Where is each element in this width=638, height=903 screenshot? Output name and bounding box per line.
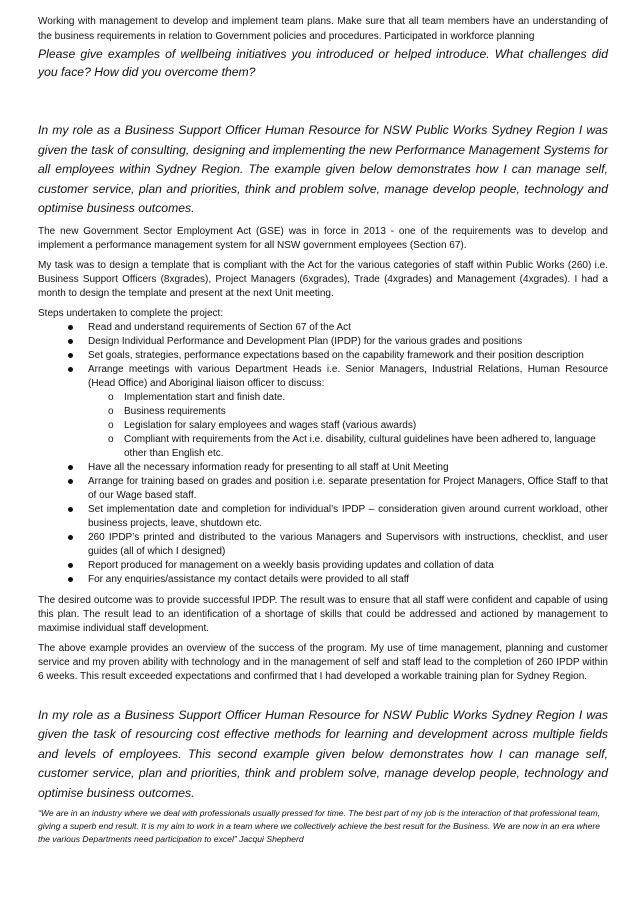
intro-paragraph: Working with management to develop and implement team plans. Make sure that all team members have an understanding of the business requirements in relation to Government policies and procedures. Participated in workforce planning: [38, 16, 608, 42]
bullet-icon: [68, 563, 73, 568]
list-item: Read and understand requirements of Section 67 of the Act: [38, 321, 608, 335]
example1-heading: In my role as a Business Support Officer Human Resource for NSW Public Works Sydney Region I was given the task of consulting, designing and implementing the new Performance Management Systems for all employees within Sydney Region. The example given below demonstrates how I can manage self, customer service, plan and priorities, think and problem solve, manage develop people, technology and optimise business outcomes.: [38, 123, 608, 215]
circle-bullet-icon: o: [108, 391, 114, 403]
list-item: Arrange meetings with various Department Heads i.e. Senior Managers, Industrial Relations, Human Resource (Head Office) and Aboriginal liaison officer to discuss: o Implementation start and finish date. o Business requirements o Legislation for salary employees and wages staff (various awards) o Compliant with requirements from the Act i.e. disability, cultural guidelines have been adhered to, language other than English etc.: [38, 363, 608, 461]
outcome-paragraph: The desired outcome was to provide successful IPDP. The result was to ensure that all staff were confident and capable of using this plan. The result lead to an identification of a shortage of skills that could be addressed and actioned by management to maximise individual staff development.: [38, 594, 608, 634]
bullet-icon: [68, 339, 73, 344]
example1-task-paragraph: My task was to design a template that is compliant with the Act for the various categories of staff within Public Works (260) i.e. Business Support Officers (8xgrades), Project Managers (6xgrades), Trade (4xgrades) and Management (4xgrades). I had a month to design the template and present at the next Unit meeting.: [38, 259, 608, 299]
list-item: 260 IPDP’s printed and distributed to the various Managers and Supervisors with instructions, checklist, and user guides (all of which I designed): [38, 531, 608, 559]
bullet-icon: [68, 535, 73, 540]
list-item: Have all the necessary information ready for presenting to all staff at Unit Meeting: [38, 461, 608, 475]
sub-list: [88, 391, 608, 461]
list-item: Set goals, strategies, performance expectations based on the capability framework and their position description: [38, 349, 608, 363]
steps-intro: Steps undertaken to complete the project:: [38, 307, 224, 319]
list-item: Design Individual Performance and Development Plan (IPDP) for the various grades and positions: [38, 335, 608, 349]
bullet-icon: [68, 325, 73, 330]
list-item: Set implementation date and completion for individual’s IPDP – consideration given around current workload, other business projects, leave, shutdown etc.: [38, 503, 608, 531]
question-heading: Please give examples of wellbeing initiatives you introduced or helped introduce. What challenges did you face? How did you overcome them?: [38, 47, 608, 79]
list-item: Report produced for management on a weekly basis providing updates and collation of data: [38, 559, 608, 573]
example1-gse-paragraph: The new Government Sector Employment Act (GSE) was in force in 2013 - one of the requirements was to develop and implement a performance management system for all NSW government employees (Section 67).: [38, 225, 608, 251]
bullet-icon: [68, 479, 73, 484]
bullet-icon: [68, 577, 73, 582]
circle-bullet-icon: o: [108, 433, 114, 445]
quote-paragraph: “We are in an industry where we deal with professionals usually pressed for time. The best part of my job is the interaction of that professional team, giving a superb end result. It is my aim to work in a team where we collectively achieve the best result for the Business. We are now in an era where the various Departments need participation to excel” Jacqui Shepherd: [38, 808, 601, 844]
bullet-icon: [68, 353, 73, 358]
document-page: [38, 14, 608, 846]
steps-list: [38, 321, 608, 587]
example2-heading: In my role as a Business Support Officer Human Resource for NSW Public Works Sydney Region I was given the task of resourcing cost effective methods for learning and development across multiple fields and levels of employees. This second example given below demonstrates how I can manage self, customer service, plan and priorities, think and problem solve, manage develop people, technology and optimise business outcomes.: [38, 707, 608, 800]
list-item: For any enquiries/assistance my contact details were provided to all staff: [38, 573, 608, 587]
sub-list-item: o Legislation for salary employees and wages staff (various awards): [108, 419, 417, 431]
circle-bullet-icon: o: [108, 405, 114, 417]
bullet-icon: [68, 367, 73, 372]
list-item: Arrange for training based on grades and position i.e. separate presentation for Project Managers, Office Staff to that of our Wage based staff.: [38, 475, 608, 503]
summary-paragraph: The above example provides an overview of the success of the program. My use of time management, planning and customer service and my proven ability with technology and in the management of self and staff lead to the completion of 260 IPDP within 6 weeks. This result exceeded expectations and confirmed that I had developed a workable training plan for Sydney Region.: [38, 642, 608, 682]
bullet-icon: [68, 507, 73, 512]
sub-list-item: o Implementation start and finish date.: [108, 391, 286, 403]
sub-list-item: o Business requirements: [108, 405, 226, 417]
sub-list-item: o Compliant with requirements from the Act i.e. disability, cultural guidelines have been adhered to, language other than English etc.: [108, 433, 596, 459]
circle-bullet-icon: o: [108, 419, 114, 431]
bullet-icon: [68, 465, 73, 470]
